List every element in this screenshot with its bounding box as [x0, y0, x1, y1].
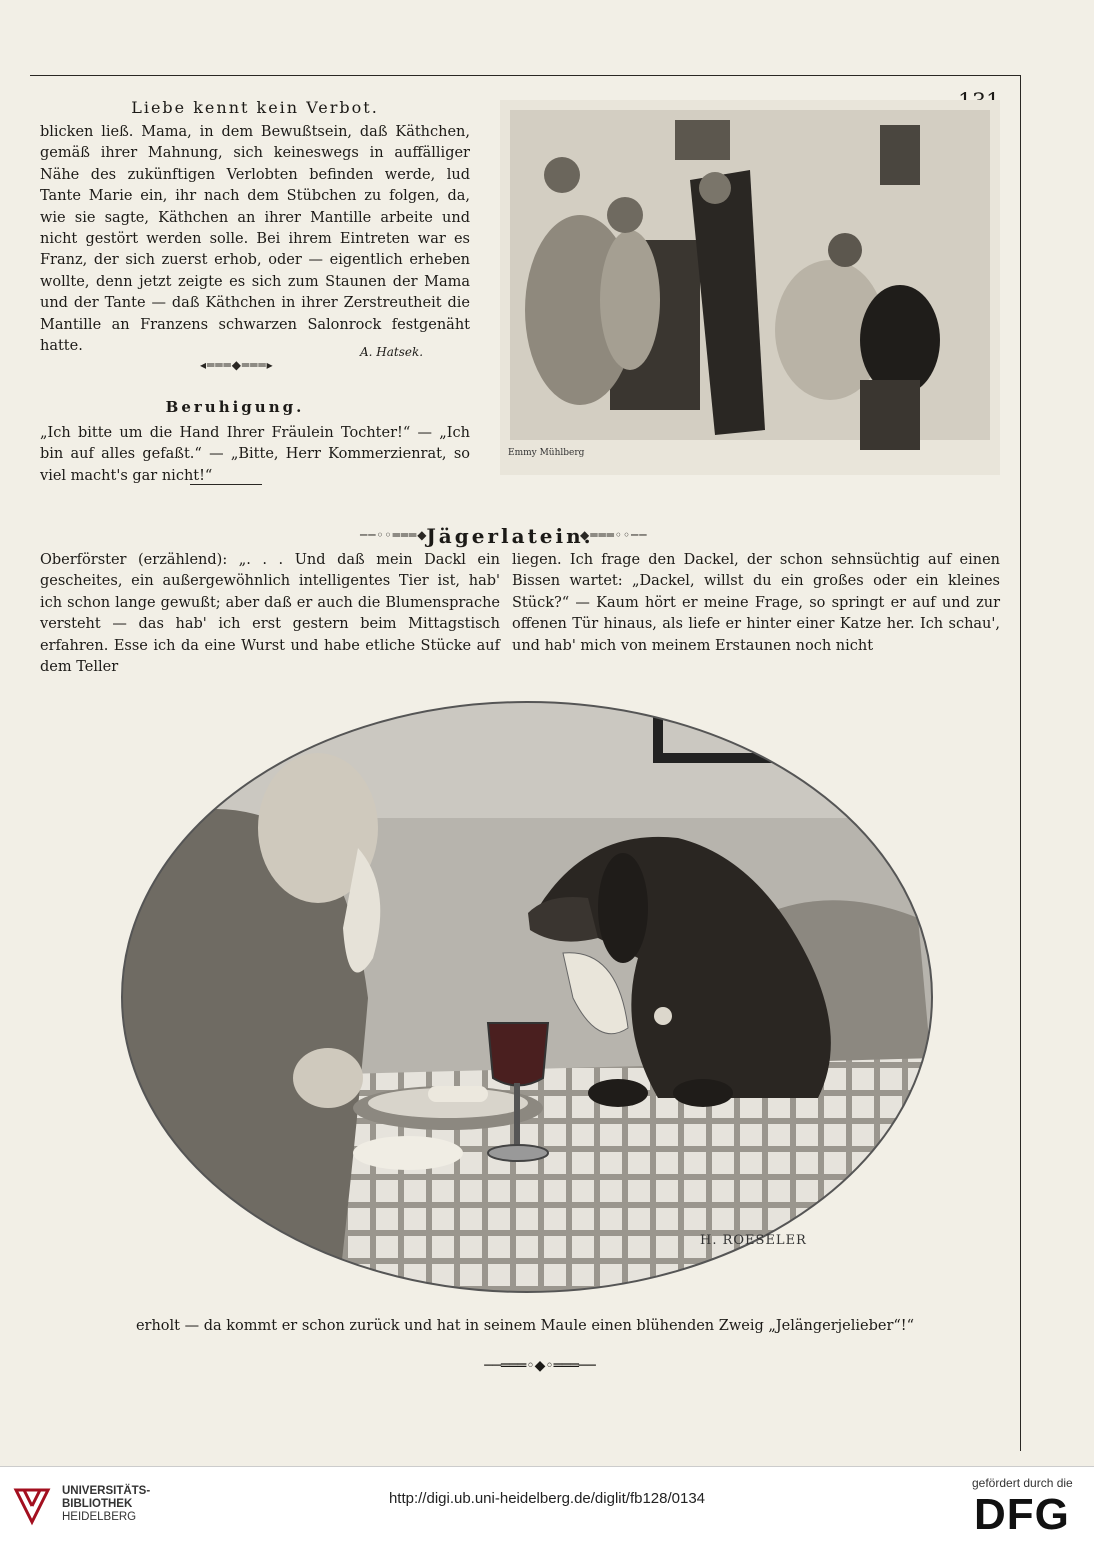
story-title-jaegerlatein: Jägerlatein.	[426, 524, 594, 548]
story-column-right: liegen. Ich frage den Dackel, der schon sehnsüchtig auf einen Bissen wartet: „Dackel, willst du ein großes oder ein kleines Stück?“ — Kaum hört er meine Frage, so springt er auf und zur offenen Tür hinaus, als liefe er hinter einer Katze her. Ich schau', und hab' mich von meinem Erstaunen noch nicht	[512, 552, 1000, 654]
institution-line-1: UNIVERSITÄTS-	[62, 1485, 151, 1497]
story-title-beruhigung: Beruhigung.	[165, 398, 305, 416]
author-credit: A. Hatsek.	[360, 345, 424, 359]
illustration-forester-and-dachshund	[118, 698, 936, 1296]
illustration2-signature: H. ROESELER	[700, 1233, 807, 1248]
funding-label: gefördert durch die	[972, 1476, 1073, 1490]
story-body-beruhigung: „Ich bitte um die Hand Ihrer Fräulein Tochter!“ — „Ich bin auf alles gefaßt.“ — „Bitte, Herr Kommerzienrat, so viel macht's gar nicht!“	[40, 425, 470, 484]
story-caption: erholt — da kommt er schon zurück und hat in seinem Maule einen blühenden Zweig „Jelängerjelieber“!“	[135, 1318, 915, 1334]
title-ornament-left: ──◦◦═══◆	[360, 528, 428, 542]
ornament-divider: ◂═══◆═══▸	[200, 358, 274, 372]
story-text-liebe: blicken ließ. Mama, in dem Bewußtsein, daß Käthchen, gemäß ihrer Mahnung, sich keineswegs in auffälliger Nähe des zukünftigen Verlobten befinden werde, lud Tante Marie ein, ihr nach dem Stübchen zu folgen, da, wie sie sagte, Käthchen an ihrer Mantille arbeite und nicht gestört werden solle. Bei ihrem Eintreten war es Franz, der sich zuerst erhob, oder — eigentlich erheben wollte, denn jetzt zeigte es sich zum Staunen der Mama und der Tante — daß Käthchen in ihrer Zerstreutheit die Mantille an Franzens schwarzen Salonrock festgenäht hatte.	[40, 124, 470, 355]
illustration-salon-scene	[500, 100, 1000, 475]
short-rule	[190, 484, 262, 485]
permalink-url[interactable]: http://digi.ub.uni-heidelberg.de/diglit/fb128/0134	[388, 1490, 706, 1507]
story-column-left: Oberförster (erzählend): „. . . Und daß mein Dackl ein gescheites, ein außergewöhnlich intelligentes Tier ist, hab' ich schon lange gewußt; aber daß er auch die Blumensprache versteht — das hab' ich erst gestern beim Mittagstisch erfahren. Esse ich da eine Wurst und habe etliche Stücke auf dem Teller	[40, 552, 500, 676]
title-ornament-right: ◆═══◦◦──	[580, 528, 648, 542]
institution-line-2: BIBLIOTHEK	[62, 1498, 133, 1510]
illustration1-signature: Emmy Mühlberg	[508, 448, 585, 458]
story-body-liebe	[40, 122, 470, 357]
institution-line-3: HEIDELBERG	[62, 1511, 137, 1523]
story-title-liebe: Liebe kennt kein Verbot.	[131, 98, 379, 117]
end-ornament: ──═══◦◆◦═══──	[484, 1358, 596, 1374]
dfg-logo[interactable]: DFG	[974, 1490, 1070, 1539]
